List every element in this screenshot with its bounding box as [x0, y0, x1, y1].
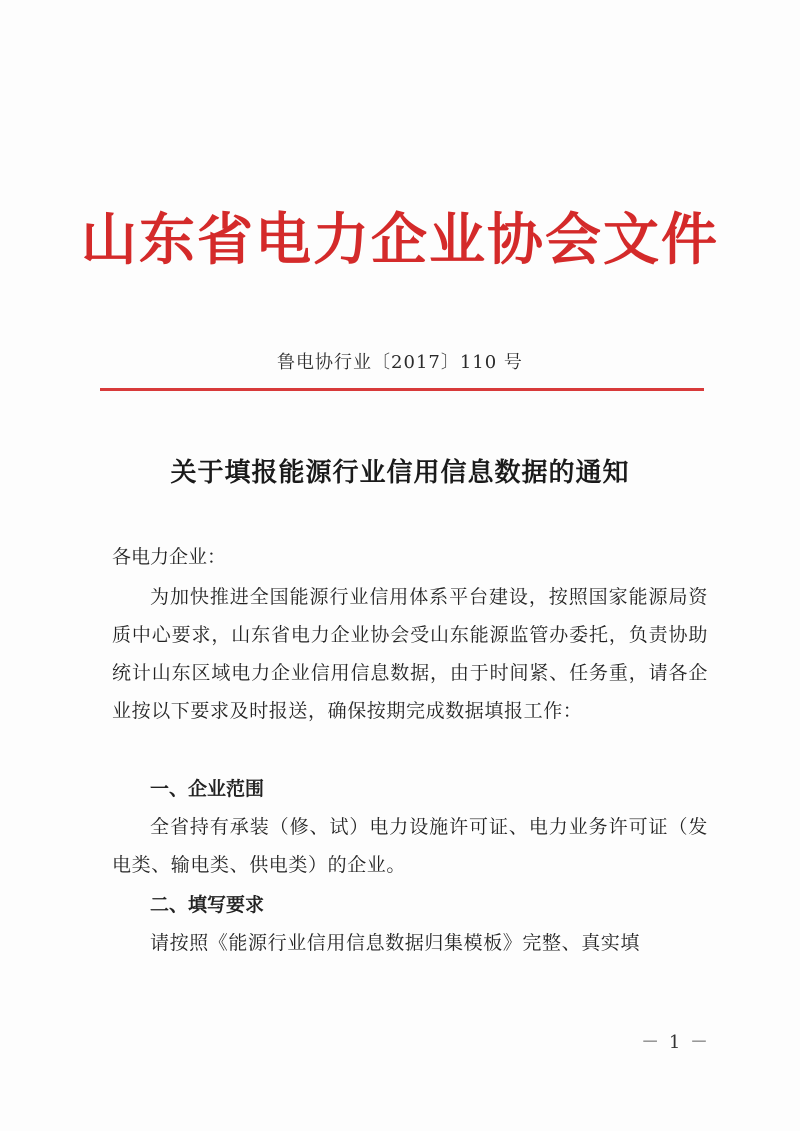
salutation: 各电力企业：: [112, 546, 227, 568]
section-text-requirements: 请按照《能源行业信用信息数据归集模板》完整、真实填: [150, 932, 641, 954]
section-text-scope: 全省持有承装（修、试）电力设施许可证、电力业务许可证（发电类、输电类、供电类）的企业。: [112, 816, 708, 876]
document-header-title: 山东省电力企业协会文件: [81, 207, 719, 273]
section-heading-requirements: 二、填写要求: [150, 894, 265, 916]
intro-paragraph: 为加快推进全国能源行业信用体系平台建设，按照国家能源局资质中心要求，山东省电力企业协会受山东能源监管办委托，负责协助统计山东区域电力企业信用信息数据，由于时间紧、任务重，请各企业按以下要求及时报送，确保按期完成数据填报工作：: [112, 586, 708, 722]
document-number: 鲁电协行业〔2017〕110 号: [277, 352, 523, 373]
notice-title: 关于填报能源行业信用信息数据的通知: [170, 458, 630, 488]
header-divider: [100, 388, 704, 391]
page-number: － 1 －: [641, 1032, 710, 1053]
section-heading-scope: 一、企业范围: [150, 778, 265, 800]
